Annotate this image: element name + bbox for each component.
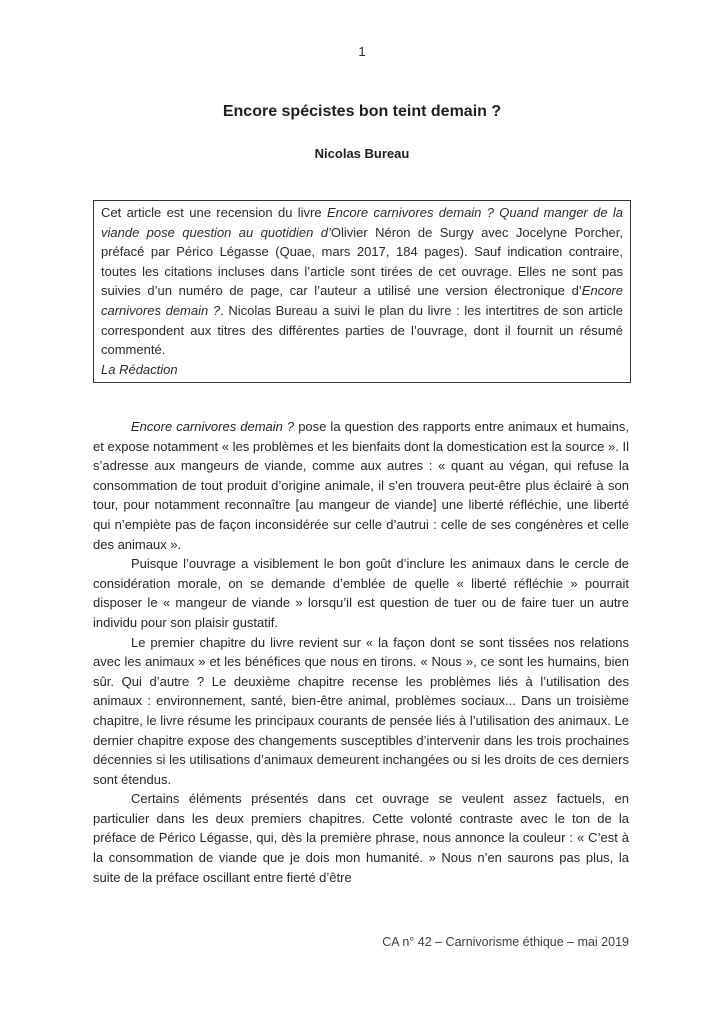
page-number: 1 [358, 44, 366, 59]
page-footer: CA n° 42 – Carnivorisme éthique – mai 2019 [382, 935, 629, 949]
editorial-note-signature: La Rédaction [101, 361, 178, 377]
editorial-note-box [93, 200, 631, 383]
body-paragraph: Certains éléments présentés dans cet ouvrage se veulent assez factuels, en particulier dans les deux premiers chapitres. Cette volonté contraste avec le ton de la préface de Périco Légasse, qui, dès la première phrase, nous annonce la couleur : « C’est à la consommation de viande que je dois mon humanité. » Nous n’en saurons pas plus, la suite de la préface oscillant entre fierté d’être [93, 791, 629, 885]
body-paragraph: Encore carnivores demain ? pose la question des rapports entre animaux et humains, et expose notamment « les problèmes et les bienfaits dont la domestication est la source ». Il s’adresse aux mangeurs de viande, comme aux autres : « quant au végan, qui refuse la consommation de tout produit d’origine animale, il s’en trouvera peut-être plus éclairé à son tour, pour notamment reconnaître [au mangeur de viande] une liberté réfléchie, une liberté qui n’empiète pas de façon inconsidérée sur celle d’autrui : celle de ses congénères et celle des animaux ». [93, 419, 629, 552]
author-name: Nicolas Bureau [314, 146, 410, 161]
article-title: Encore spécistes bon teint demain ? [222, 103, 502, 120]
body-paragraph: Le premier chapitre du livre revient sur « la façon dont se sont tissées nos relations avec les animaux » et les bénéfices que nous en tirons. « Nous », ce sont les humains, bien sûr. Qui d’autre ? Le deuxième chapitre recense les problèmes liés à l’utilisation des animaux : environnement, santé, bien-être animal, problèmes sociaux... Dans un troisième chapitre, le livre résume les principaux courants de pensée liés à l’utilisation des animaux. Le dernier chapitre expose des changements susceptibles d’intervenir dans les trois prochaines décennies si les utilisations d’animaux demeurent inchangées ou si les droits de ces derniers sont étendus. [93, 634, 629, 787]
article-body [93, 417, 629, 887]
editorial-note-text: Cet article est une recension du livre Encore carnivores demain ? Quand manger de la viande pose question au quotidien d’Olivier Néron de Surgy avec Jocelyne Porcher, préfacé par Périco Légasse (Quae, mars 2017, 184 pages). Sauf indication contraire, toutes les citations incluses dans l’article sont tirées de cet ouvrage. Elles ne sont pas suivies d’un numéro de page, car l’auteur a utilisé une version électronique d’Encore carnivores demain ?. Nicolas Bureau a suivi le plan du livre : les intertitres de son article correspondent aux titres des différentes parties de l’ouvrage, dont il fournit un résumé commenté. [101, 205, 624, 358]
body-paragraph: Puisque l’ouvrage a visiblement le bon goût d’inclure les animaux dans le cercle de considération morale, on se demande d’emblée de quelle « liberté réfléchie » pourrait disposer le « mangeur de viande » lorsqu’il est question de tuer ou de faire tuer un autre individu pour son plaisir gustatif. [93, 556, 629, 630]
